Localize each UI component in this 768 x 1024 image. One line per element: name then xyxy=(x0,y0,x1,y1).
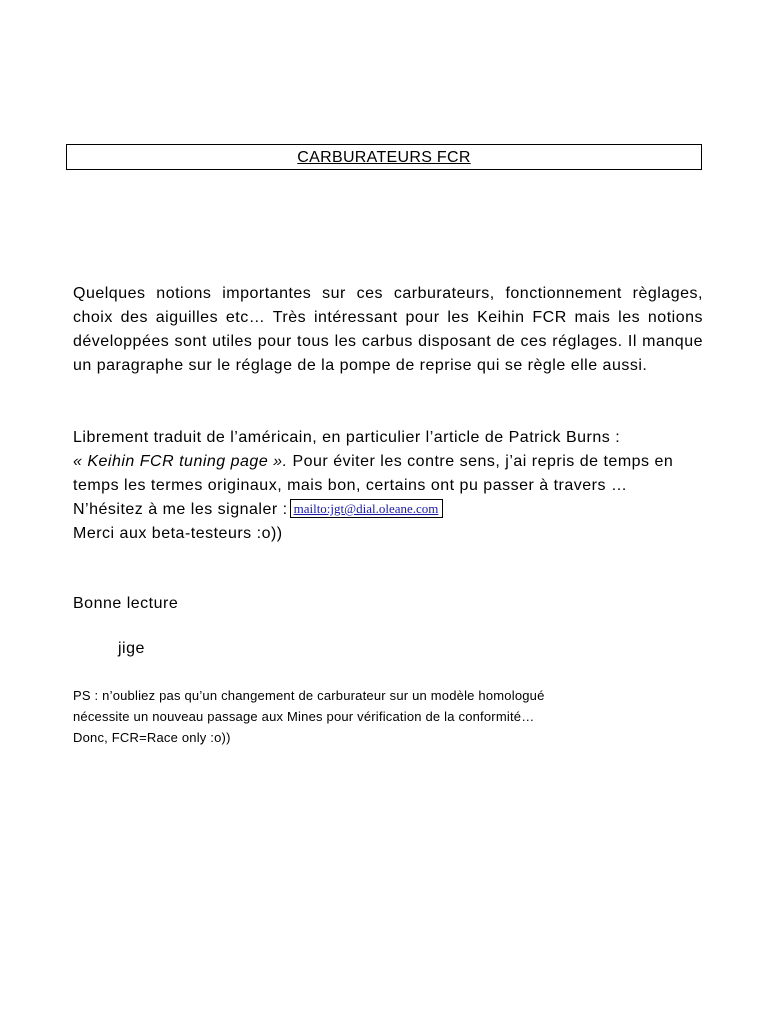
ps-line: nécessite un nouveau passage aux Mines pour vérification de la conformité… xyxy=(73,709,535,724)
ps-line: Donc, FCR=Race only :o)) xyxy=(73,730,231,745)
thanks-text: Merci aux beta-testeurs :o)) xyxy=(73,525,283,542)
signature: jige xyxy=(118,640,145,657)
document-title: CARBURATEURS FCR xyxy=(297,149,471,166)
closing-text: Bonne lecture xyxy=(73,595,179,612)
credit-text: Pour éviter les contre sens, j’ai repris de temps en temps les termes originaux, mais bon, certains ont pu passer à travers … xyxy=(73,453,674,494)
intro-paragraph: Quelques notions importantes sur ces carburateurs, fonctionnement règlages, choix des aiguilles etc… Très intéressant pour les Keihin FCR mais les notions développées sont utiles pour tous les carbus disposant de ces réglages. Il manque un paragraphe sur le réglage de la pompe de reprise qui se règle elle aussi. xyxy=(73,285,703,374)
signal-prefix: N’hésitez à me les signaler : xyxy=(73,501,288,518)
mail-link[interactable]: mailto:jgt@dial.oleane.com xyxy=(293,501,439,516)
title-box xyxy=(66,144,702,170)
credit-paragraph xyxy=(73,426,703,546)
article-title: « Keihin FCR tuning page ». xyxy=(73,453,288,470)
ps-note xyxy=(73,685,703,748)
ps-line: PS : n’oubliez pas qu’un changement de carburateur sur un modèle homologué xyxy=(73,688,545,703)
mail-link-box xyxy=(290,499,444,518)
credit-line: Librement traduit de l’américain, en particulier l’article de Patrick Burns : xyxy=(73,429,621,446)
